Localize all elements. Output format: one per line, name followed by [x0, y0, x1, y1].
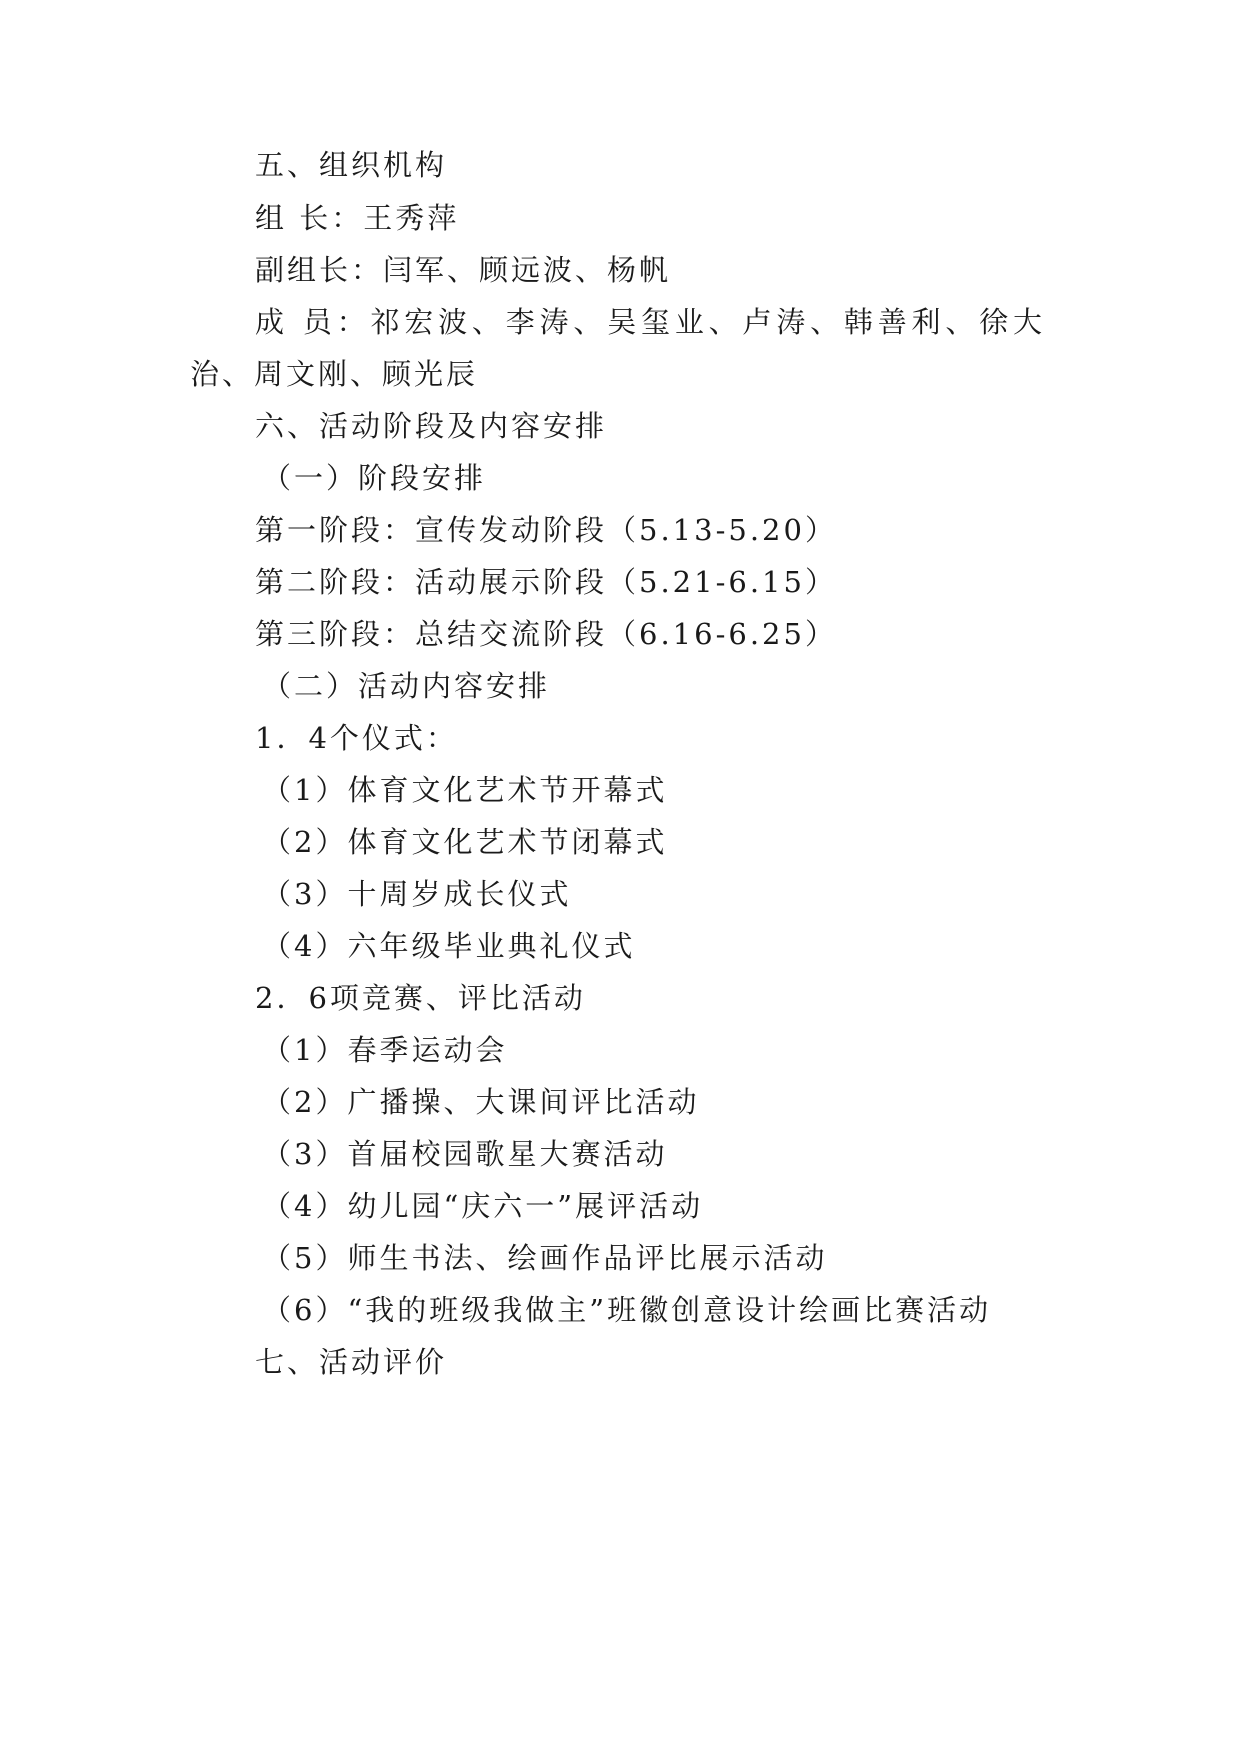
subheading-stage-arrangement: （一）阶段安排 [262, 461, 487, 495]
stage-two-line: 第二阶段：活动展示阶段（5.21-6.15） [255, 565, 837, 599]
members-line: 成 员：祁宏波、李涛、吴玺业、卢涛、韩善利、徐大 [255, 305, 1045, 339]
list-item: （6）“我的班级我做主”班徽创意设计绘画比赛活动 [262, 1293, 992, 1327]
section-heading-stages: 六、活动阶段及内容安排 [255, 409, 608, 443]
stage-one-line: 第一阶段：宣传发动阶段（5.13-5.20） [255, 513, 837, 547]
list-item: （3）首届校园歌星大赛活动 [262, 1137, 668, 1171]
list-item: （3）十周岁成长仪式 [262, 877, 572, 911]
list-item: （2）广播操、大课间评比活动 [262, 1085, 700, 1119]
list-item: （4）六年级毕业典礼仪式 [262, 929, 636, 963]
competitions-heading: 2．6项竞赛、评比活动 [255, 981, 586, 1015]
list-item: （1）春季运动会 [262, 1033, 508, 1067]
deputy-leader-line: 副组长：闫军、顾远波、杨帆 [255, 253, 672, 287]
section-heading-organization: 五、组织机构 [255, 148, 448, 182]
list-item: （1）体育文化艺术节开幕式 [262, 773, 668, 807]
leader-line: 组 长：王秀萍 [255, 201, 460, 235]
ceremonies-heading: 1．4个仪式： [255, 721, 458, 755]
list-item: （4）幼儿园“庆六一”展评活动 [262, 1189, 704, 1223]
list-item: （2）体育文化艺术节闭幕式 [262, 825, 668, 859]
stage-three-line: 第三阶段：总结交流阶段（6.16-6.25） [255, 617, 837, 651]
members-line-continued: 治、周文刚、顾光辰 [190, 357, 479, 391]
section-heading-evaluation: 七、活动评价 [255, 1345, 448, 1379]
subheading-content-arrangement: （二）活动内容安排 [262, 669, 551, 703]
list-item: （5）师生书法、绘画作品评比展示活动 [262, 1241, 828, 1275]
